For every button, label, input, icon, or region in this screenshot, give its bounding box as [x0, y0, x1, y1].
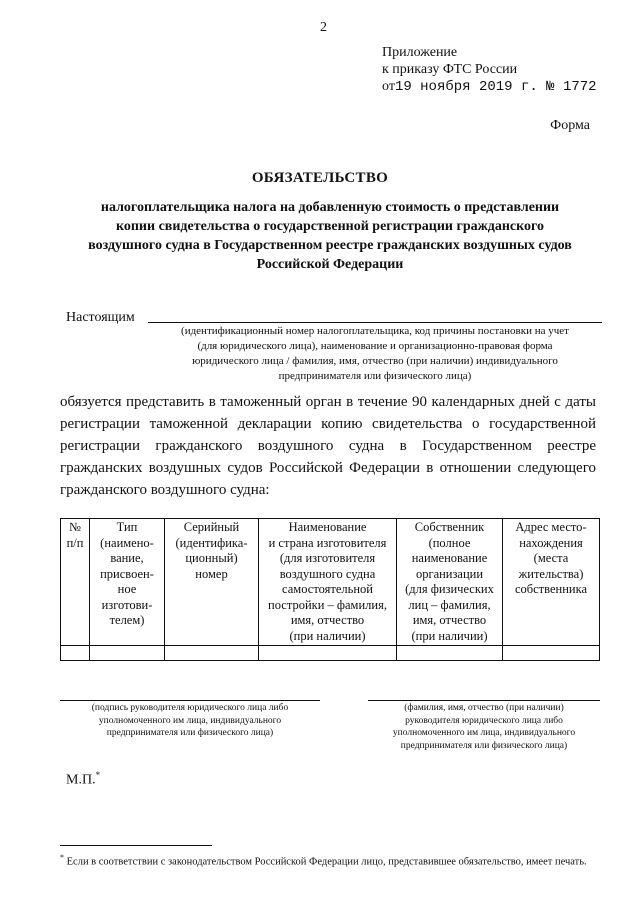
table-header-line: (при наличии) [411, 628, 488, 643]
appendix-order-date: 19 ноября 2019 г. № 1772 [394, 79, 597, 95]
table-header-cell [61, 519, 90, 646]
taxpayer-hint-line-4: предпринимателя или физического лица) [278, 370, 472, 382]
table-header-line: присвоен- [100, 566, 154, 581]
taxpayer-fill-line [148, 322, 602, 323]
table-header-line: (места [533, 551, 569, 565]
subtitle-line-2: копии свидетельства о государственной регистрации гражданского [115, 219, 545, 234]
table-cell [61, 646, 90, 661]
table-header-line: номер [195, 566, 228, 581]
appendix-line-2: к приказу ФТС России [382, 62, 518, 77]
signature-right-line-3: уполномоченного им лица, индивидуального [392, 728, 576, 738]
taxpayer-hint-line-3: юридического лица / фамилия, имя, отчество (при наличии) индивидуального [192, 355, 558, 367]
table-header-line: (для физических [405, 582, 494, 596]
table-header-line: собственника [514, 582, 588, 596]
table-header-line: ционный) [185, 551, 238, 565]
mp-text: М.П. [66, 772, 96, 788]
seal-place-label [66, 770, 100, 789]
appendix-header [382, 44, 597, 96]
signature-right-line-2: руководителя юридического лица либо [405, 715, 563, 726]
table-header-line: постройки – фамилия, [268, 597, 387, 612]
taxpayer-hint [148, 324, 602, 384]
form-label: Форма [550, 118, 590, 133]
footnote-text: Если в соответствии с законодательством Российской Федерации лицо, представившее обязательство, имеет печать. [66, 856, 587, 868]
table-header-line: самостоятельной [282, 582, 373, 596]
signature-left-line-2: уполномоченного им лица, индивидуального [98, 715, 282, 726]
signature-left-line-1: (подпись руководителя юридического лица либо [91, 703, 289, 713]
document-title: ОБЯЗАТЕЛЬСТВО [251, 170, 389, 186]
table-header-cell [397, 519, 503, 646]
signature-line-right [368, 700, 600, 701]
table-header-line: п/п [66, 535, 84, 550]
table-header-line: Тип [116, 520, 138, 534]
page-number: 2 [320, 20, 327, 35]
table-header-line: Собственник [414, 520, 485, 534]
table-header-line: имя, отчество [290, 613, 365, 627]
table-header-cell [90, 519, 165, 646]
document-subtitle [60, 198, 600, 274]
table-row [61, 646, 600, 661]
table-header-line: и страна изготовителя [268, 535, 387, 550]
table-header-line: (наимено- [100, 535, 154, 550]
taxpayer-hint-line-2: (для юридического лица), наименование и организационно-правовая форма [197, 340, 553, 352]
footnote [60, 851, 600, 870]
signature-right-line-1: (фамилия, имя, отчество (при наличии) [404, 703, 564, 713]
subtitle-line-3: воздушного судна в Государственном реестре гражданских воздушных судов [88, 238, 572, 253]
table-header-line: (идентифика- [175, 535, 248, 550]
signature-right-line-4: предпринимателя или физического лица) [400, 740, 568, 751]
table-header-line: имя, отчество [412, 613, 487, 627]
signature-left-line-3: предпринимателя или физического лица) [106, 728, 274, 738]
table-header-line: изготови- [101, 597, 153, 612]
mp-footnote-mark: * [95, 770, 101, 780]
nastoyashchim-label: Настоящим [66, 310, 135, 325]
appendix-line-1: Приложение [382, 45, 458, 60]
table-header-line: лиц – фамилия, [408, 597, 491, 612]
appendix-date-prefix: от [382, 79, 395, 94]
table-header-line: Наименование [288, 520, 367, 534]
aircraft-table-header [61, 519, 600, 646]
table-cell [259, 646, 397, 661]
taxpayer-hint-line-1: (идентификационный номер налогоплательщика, код причины постановки на учет [181, 325, 569, 337]
table-header-line: вание, [110, 551, 144, 565]
footnote-separator [60, 845, 212, 846]
signature-caption-right [368, 702, 600, 752]
table-header-line: нахождения [519, 535, 583, 550]
aircraft-table [60, 518, 600, 661]
table-header-line: Серийный [183, 520, 240, 534]
table-header-cell [503, 519, 600, 646]
table-header-cell [165, 519, 259, 646]
subtitle-line-1: налогоплательщика налога на добавленную стоимость о представлении [100, 200, 560, 215]
table-header-line: организации [415, 566, 484, 581]
table-header-line: № [69, 520, 81, 534]
table-header-line: воздушного судна [279, 566, 376, 581]
table-header-line: ное [117, 582, 137, 596]
table-cell [165, 646, 259, 661]
table-header-line: жительства) [518, 566, 584, 581]
table-cell [503, 646, 600, 661]
table-cell [90, 646, 165, 661]
table-header-line: Адрес место- [515, 520, 587, 534]
signature-line-left [60, 700, 320, 701]
obligation-text: обязуется представить в таможенный орган в течение 90 календарных дней с даты регистрации таможенной декларации копию свидетельства о государственной регистрации гражданского воздушного судна в Государственном реестре гражданских воздушных судов Российской Федерации в отношении следующего гражданского воздушного судна: [60, 394, 596, 498]
signature-caption-left [60, 702, 320, 740]
subtitle-line-4: Российской Федерации [256, 257, 404, 272]
table-header-line: (полное [428, 535, 471, 550]
appendix-line-3 [382, 78, 597, 96]
table-header-line: наименование [411, 551, 488, 565]
table-cell [397, 646, 503, 661]
table-header-line: телем) [109, 613, 145, 627]
table-header-line: (для изготовителя [279, 551, 376, 565]
table-header-cell [259, 519, 397, 646]
aircraft-table-body [61, 646, 600, 661]
table-header-line: (при наличии) [289, 628, 366, 643]
footnote-mark: * [60, 853, 64, 862]
